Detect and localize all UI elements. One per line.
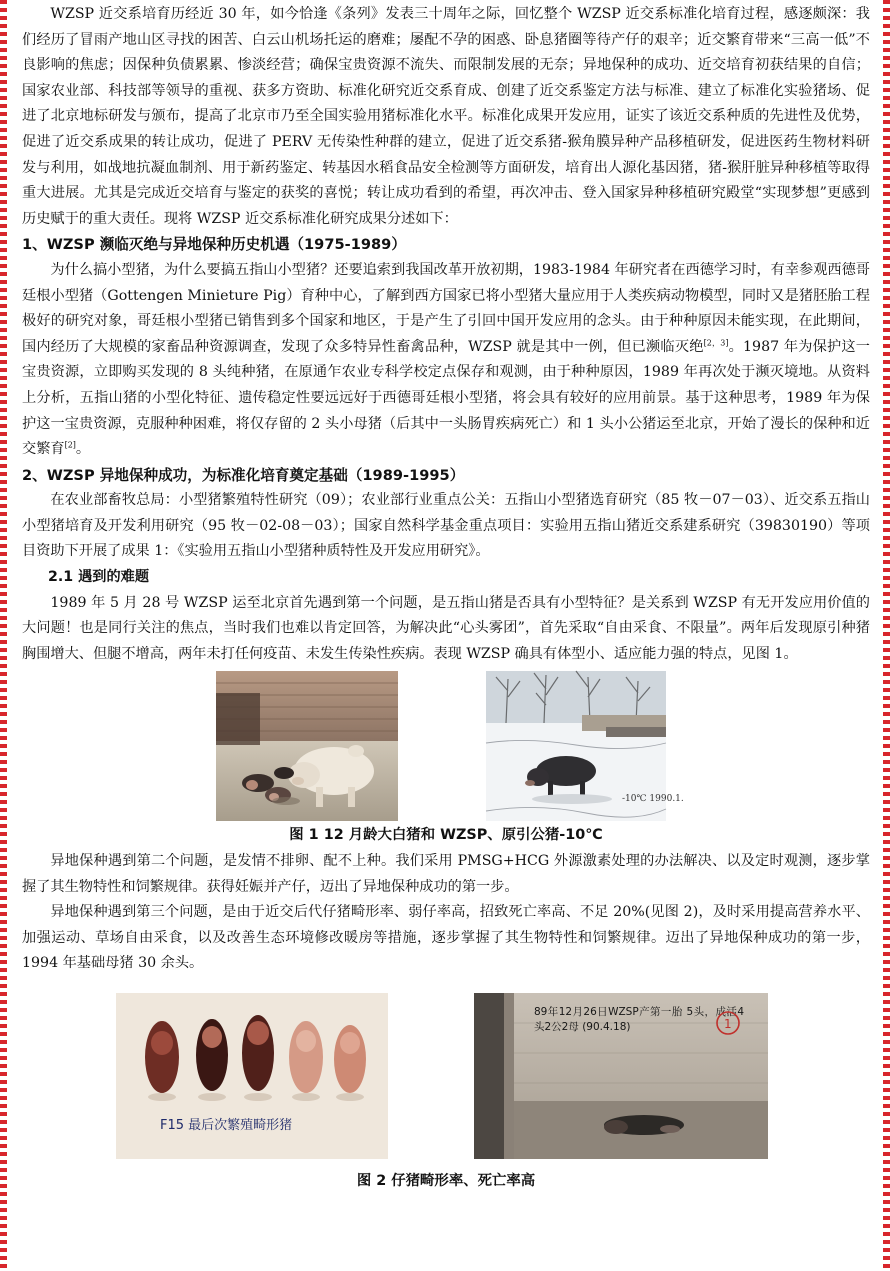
- photo-large-white-pig-and-wzsp: [216, 671, 398, 821]
- section-1-paragraph: [22, 258, 870, 463]
- reference-2: [2]: [64, 440, 76, 450]
- document-page: [22, 2, 870, 1195]
- section-2-1-paragraph-2: 异地保种遇到第二个问题，是发情不排卵、配不上种。我们采用 PMSG+HCG 外源激素处理的办法解决、以及定时观测，逐步掌握了其生物特性和饲繁规律。获得妊娠并产仔，迈出了异地保种成功的第一步。: [22, 853, 870, 895]
- intro-paragraph: WZSP 近交系培育历经近 30 年，如今恰逢《条列》发表三十周年之际，回忆整个 WZSP 近交系标准化培育过程，感逐颇深：我们经历了冒雨产地山区寻找的困苦、白云山机场托运的磨难；屡配不孕的困惑、卧息猪圈等待产仔的艰辛；近交繁育带来“三高一低”不良影响的焦虑；因保种负债累累、惨淡经营；确保宝贵资源不流失、而限制发展的无奈；异地保种的成功、近交培育初获结果的自信；国家农业部、科技部等领导的重视、获多方资助、标准化研究近交系育成、创建了近交系鉴定方法与标准、建立了标准化实验猪场、促进了北京地标研发与颁布，提高了北京市乃至全国实验用猪标准化水平。标准化成果开发应用，证实了该近交系种质的先进性及优势，促进了近交系成果的转让成功，促进了 PERV 无传染性种群的建立，促进了近交系猪-猴角膜异种产品移植研发，促进医药生物材料研发与利用，如战地抗凝血制剂、用于新药鉴定、转基因水稻食品安全检测等方面研发，培育出人源化基因猪，猪-猴肝脏异种移植等取得重大进展。尤其是完成近交培育与鉴定的获奖的喜悦；转让成功看到的希望，再次冲击、登入国家异种移植研究殿堂“实现梦想”更感到历史赋于的重大责任。现将 WZSP 近交系标准化研究成果分述如下：: [22, 6, 870, 227]
- figure-2-caption: 图 2 仔猪畸形率、死亡率高: [356, 1173, 536, 1189]
- photo-3-annotation: F15 最后次繁殖畸形猪: [160, 1118, 293, 1133]
- left-decorative-border: [0, 0, 7, 1271]
- section-2-heading: 2、WZSP 异地保种成功，为标准化培育奠定基础（1989-1995）: [22, 466, 465, 484]
- photo-1-illustration: [216, 671, 398, 821]
- reference-2-3: [2，3]: [703, 337, 729, 347]
- photo-3-illustration: [116, 993, 388, 1159]
- photo-4-annotation: 89年12月26日WZSP产第一胎 5头，成活4头2公2母 (90.4.18): [534, 1006, 744, 1033]
- photo-dead-piglet-in-pen: [474, 993, 768, 1159]
- photo-deformed-piglets: [116, 993, 388, 1159]
- photo-2-illustration: [486, 671, 684, 821]
- section-2-1-heading: 2.1 遇到的难题: [48, 569, 150, 586]
- section-2-1-paragraph-1: 1989 年 5 月 28 号 WZSP 运至北京首先遇到第一个问题，是五指山猪是否具有小型特征？是关系到 WZSP 有无开发应用价值的大问题！也是同行关注的焦点，当时我们也难以肯定回答，为解决此“心头雾团”，首先采取“自由采食、不限量”。两年后发现原引种猪胸围增大、但腿不增高，两年未打任何疫苗、未发生传染性疾病。表现 WZSP 确具有体型小、适应能力强的特点，见图 1。: [22, 594, 870, 662]
- figure-2-photos: [22, 993, 870, 1163]
- right-decorative-border: [883, 0, 890, 1271]
- section-1-text-b: 。1987 年为保护这一宝贵资源，立即购买发现的 8 头纯种猪，在原通乍农业专科学校定点保存和观测，由于种种原因，1989 年再次处于濒灭境地。从资料上分析，五指山猪的小型化特征、遗传稳定性要远远好于西德哥廷根小型猪，将会具有较好的应用前景。基于这种思考，1989 年为保护这一宝贵资源，克服种种困难，将仅存留的 2 头小母猪（后其中一头肠胃疾病死亡）和 1 头小公猪运至北京，开始了漫长的保种和近交繁育: [22, 338, 870, 458]
- section-1-text-c: 。: [75, 441, 91, 458]
- figure-1-photos: [22, 671, 870, 823]
- photo-2-annotation: -10℃ 1990.1.: [622, 794, 684, 805]
- section-2-1-paragraph-3: 异地保种遇到第三个问题，是由于近交后代仔猪畸形率、弱仔率高，招致死亡率高、不足 20%(见图 2)，及时采用提高营养水平、加强运动、草场自由采食，以及改善生态环境修改暖房等措施，逐步掌握了其生物特性和饲繁规律。迈出了异地保种成功的第一步，1994 年基础母猪 30 余头。: [22, 904, 870, 972]
- photo-4-circle-number: 1: [724, 1017, 732, 1031]
- photo-wzsp-boar-in-snow: [486, 671, 684, 821]
- section-1-text-a: 为什么搞小型猪，为什么要搞五指山小型猪？还要追索到我国改革开放初期，1983-1984 年研究者在西德学习时，有幸参观西德哥廷根小型猪（Gottengen Minieture Pig）育种中心，了解到西方国家已将小型猪大量应用于人类疾病动物模型，同时又是猪胚胎工程极好的研究对象，哥廷根小型猪已销售到多个国家和地区，于是产生了引回中国开发应用的念头。由于种种原因未能实现，在此期间，国内经历了大规模的家畜品种资源调查，发现了众多特异性畜禽品种，WZSP 就是其中一例，但已濒临灭绝: [22, 261, 870, 355]
- figure-1-caption: 图 1 12 月龄大白猪和 WZSP、原引公猪-10℃: [289, 827, 603, 844]
- section-2-paragraph: 在农业部畜牧总局：小型猪繁殖特性研究（09）；农业部行业重点公关：五指山小型猪选育研究（85 牧－07－03）、近交系五指山小型猪培育及开发利用研究（95 牧－02-08－03）；国家自然科学基金重点项目：实验用五指山猪近交系建系研究（39830190）等项目资助下开展了成果 1：《实验用五指山小型猪种质特性及开发应用研究》。: [22, 492, 870, 560]
- section-1-heading: 1、WZSP 濒临灭绝与异地保种历史机遇（1975-1989）: [22, 236, 406, 254]
- photo-4-illustration: [474, 993, 768, 1159]
